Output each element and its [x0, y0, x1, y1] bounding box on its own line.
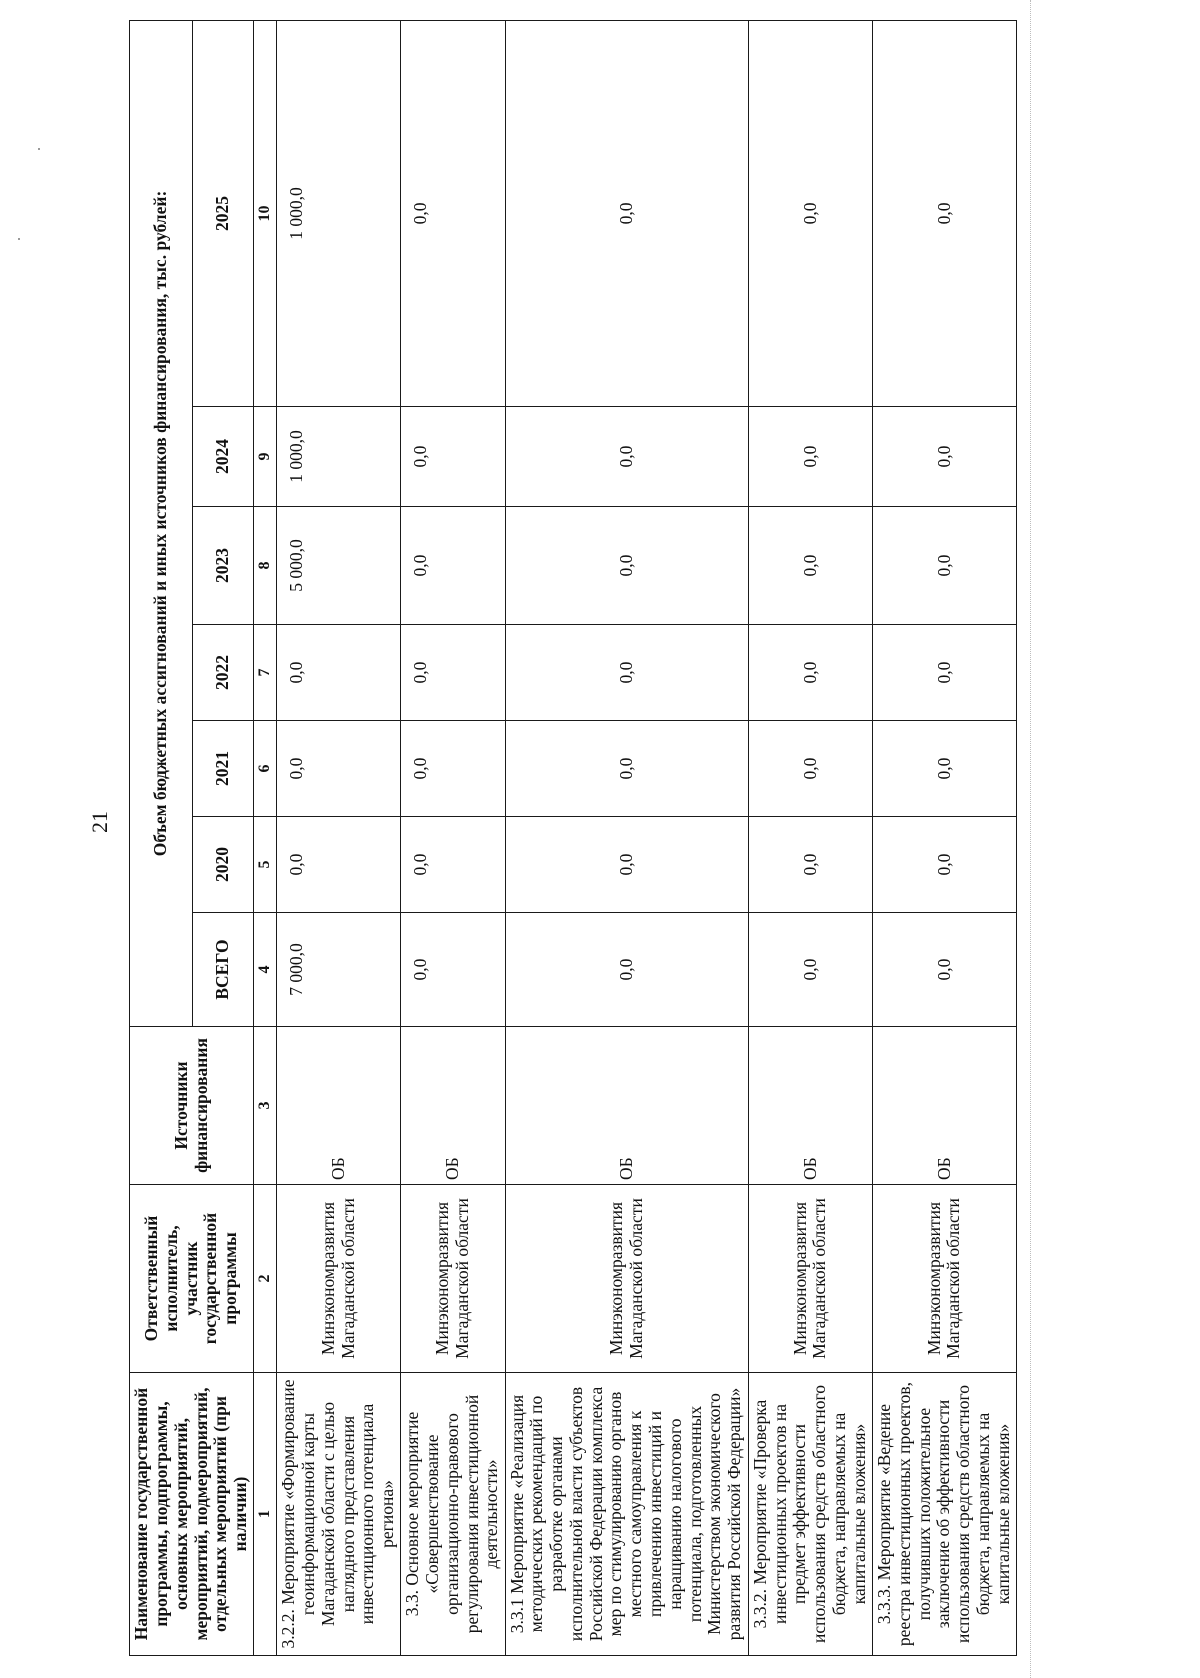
value-cell: 0,0: [872, 625, 1016, 721]
header-year: 2023: [193, 507, 254, 625]
value-cell: 0,0: [748, 625, 872, 721]
table-row: [277, 20, 401, 1655]
column-number-row: [254, 20, 277, 1655]
scan-dot: [38, 148, 40, 150]
header-source: Источники финансирования: [130, 1027, 254, 1185]
activity-name: 3.3. Основное мероприятие «Совершенствование организационно-правового регулирования инвестиционной деятельности»: [401, 1373, 505, 1656]
value-cell: 0,0: [748, 507, 872, 625]
header-volume: Объем бюджетных ассигнований и иных источников финансирования, тыс. рублей:: [130, 20, 193, 1026]
header-year: 2025: [193, 20, 254, 406]
activity-name: 3.2.2. Мероприятие «Формирование геоинформационной карты Магаданской области с целью наглядного представления инвестиционного потенциала региона»: [277, 1373, 401, 1656]
value-cell: 0,0: [872, 817, 1016, 913]
column-number: 9: [254, 407, 277, 507]
value-total: 0,0: [505, 913, 748, 1027]
column-number: 2: [254, 1185, 277, 1373]
margin-line: [1030, 0, 1031, 1678]
activity-name: 3.3.3. Мероприятие «Ведение реестра инвестиционных проектов, получивших положительное заключение об эффективности использования средств областного бюджета, направляемых на капитальные вложения»: [872, 1373, 1016, 1656]
executor-cell: Минэкономразвития Магаданской области: [505, 1185, 748, 1373]
value-cell: 0,0: [277, 625, 401, 721]
column-number: 3: [254, 1027, 277, 1185]
executor-cell: Минэкономразвития Магаданской области: [872, 1185, 1016, 1373]
value-total: 0,0: [872, 913, 1016, 1027]
value-cell: 0,0: [872, 407, 1016, 507]
table-row: [505, 20, 748, 1655]
value-cell: 1 000,0: [277, 407, 401, 507]
value-total: 7 000,0: [277, 913, 401, 1027]
value-cell: 0,0: [401, 507, 505, 625]
source-cell: ОБ: [748, 1027, 872, 1185]
source-cell: ОБ: [277, 1027, 401, 1185]
source-cell: ОБ: [401, 1027, 505, 1185]
table-row: [872, 20, 1016, 1655]
value-total: 0,0: [748, 913, 872, 1027]
activity-name: 3.3.1 Мероприятие «Реализация методических рекомендаций по разработке органами исполнительной власти субъектов Российской Федерации комплекса мер по стимулированию органов местного самоуправления к привлечению инвестиций и наращиванию налогового потенциала, подготовленных Министерством экономического развития Российской Федерации»: [505, 1373, 748, 1656]
value-cell: 0,0: [401, 817, 505, 913]
header-total: ВСЕГО: [193, 913, 254, 1027]
value-cell: 0,0: [401, 407, 505, 507]
value-cell: 0,0: [748, 407, 872, 507]
column-number: 5: [254, 817, 277, 913]
value-cell: 5 000,0: [277, 507, 401, 625]
value-cell: 0,0: [505, 721, 748, 817]
column-number: 4: [254, 913, 277, 1027]
value-cell: 0,0: [748, 817, 872, 913]
source-cell: ОБ: [505, 1027, 748, 1185]
column-number: 6: [254, 721, 277, 817]
table-row: [748, 20, 872, 1655]
value-cell: 0,0: [748, 721, 872, 817]
value-cell: 0,0: [872, 721, 1016, 817]
header-name: Наименование государственной программы, подпрограммы, основных мероприятий, мероприятий, подмероприятий, отдельных мероприятий (при наличии): [130, 1373, 254, 1656]
table-row: [401, 20, 505, 1655]
value-cell: 0,0: [505, 407, 748, 507]
executor-cell: Минэкономразвития Магаданской области: [748, 1185, 872, 1373]
value-cell: 0,0: [505, 625, 748, 721]
budget-table: [129, 20, 1017, 1656]
executor-cell: Минэкономразвития Магаданской области: [277, 1185, 401, 1373]
column-number: 7: [254, 625, 277, 721]
value-cell: 0,0: [872, 507, 1016, 625]
header-year: 2020: [193, 817, 254, 913]
value-cell: 0,0: [505, 507, 748, 625]
value-cell: 0,0: [277, 721, 401, 817]
value-cell: 0,0: [401, 721, 505, 817]
value-cell: 0,0: [277, 817, 401, 913]
value-cell: 0,0: [872, 20, 1016, 406]
header-year: 2024: [193, 407, 254, 507]
value-cell: 1 000,0: [277, 20, 401, 406]
executor-cell: Минэкономразвития Магаданской области: [401, 1185, 505, 1373]
activity-name: 3.3.2. Мероприятие «Проверка инвестиционных проектов на предмет эффективности использования средств областного бюджета, направляемых на капитальные вложения»: [748, 1373, 872, 1656]
value-cell: 0,0: [401, 20, 505, 406]
column-number: 1: [254, 1373, 277, 1656]
header-executor: Ответственный исполнитель, участник государственной программы: [130, 1185, 254, 1373]
header-year: 2022: [193, 625, 254, 721]
value-cell: 0,0: [401, 625, 505, 721]
column-number: 10: [254, 20, 277, 406]
value-cell: 0,0: [505, 817, 748, 913]
value-cell: 0,0: [505, 20, 748, 406]
page-number: 21: [87, 811, 112, 833]
source-cell: ОБ: [872, 1027, 1016, 1185]
value-total: 0,0: [401, 913, 505, 1027]
budget-table-rotated: [129, 21, 1017, 1656]
scan-dot: [18, 238, 20, 240]
header-year: 2021: [193, 721, 254, 817]
column-number: 8: [254, 507, 277, 625]
value-cell: 0,0: [748, 20, 872, 406]
